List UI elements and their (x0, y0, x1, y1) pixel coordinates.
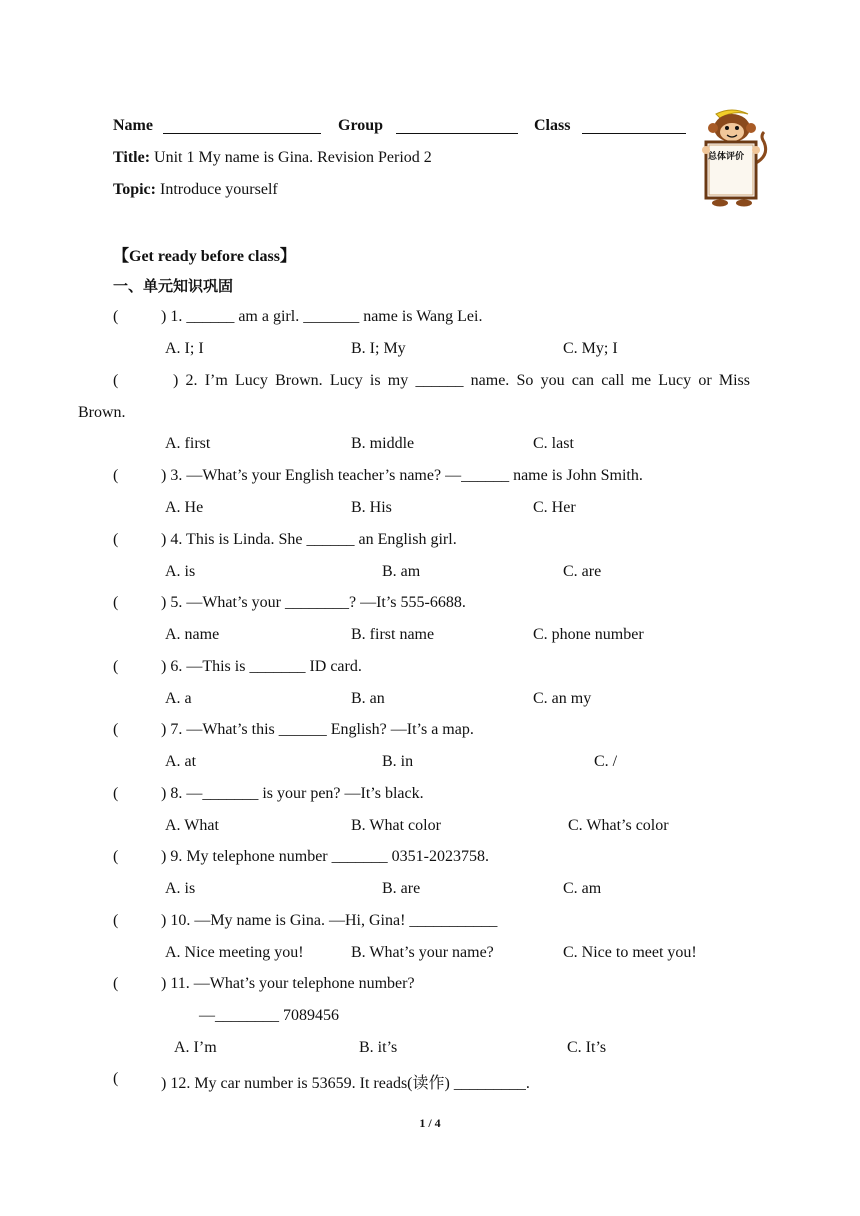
option-2a: A. first (165, 435, 211, 452)
option-2b: B. middle (351, 435, 415, 452)
option-6a: A. a (165, 690, 192, 707)
option-1a: A. I; I (165, 340, 204, 357)
question-12: ) 12. My car number is 53659. It reads(读作) _________. (161, 1075, 530, 1092)
option-9b: B. are (382, 880, 421, 897)
option-10b: B. What’s your name? (351, 944, 494, 961)
evaluation-badge-text: 总体评价 (708, 152, 745, 162)
option-5c: C. phone number (533, 626, 644, 643)
option-4b: B. am (382, 563, 421, 580)
option-2c: C. last (533, 435, 574, 452)
question-4: ) 4. This is Linda. She ______ an English girl. (161, 531, 457, 548)
option-8b: B. What color (351, 817, 441, 834)
option-1c: C. My; I (563, 340, 618, 357)
option-11b: B. it’s (359, 1039, 398, 1056)
question-10: ) 10. —My name is Gina. —Hi, Gina! ___________ (161, 912, 498, 929)
option-4a: A. is (165, 563, 196, 580)
option-4c: C. are (563, 563, 602, 580)
question-9: ) 9. My telephone number _______ 0351-2023758. (161, 848, 489, 865)
section-subheading: 一、单元知识巩固 (113, 277, 234, 295)
question-8: ) 8. —_______ is your pen? —It’s black. (161, 785, 424, 802)
option-3b: B. His (351, 499, 392, 516)
option-9c: C. am (563, 880, 602, 897)
answer-paren[interactable]: ( (113, 531, 119, 548)
question-1: ) 1. ______ am a girl. _______ name is Wang Lei. (161, 308, 483, 325)
question-6: ) 6. —This is _______ ID card. (161, 658, 362, 675)
option-11c: C. It’s (567, 1039, 607, 1056)
name-field[interactable] (163, 117, 321, 134)
option-5a: A. name (165, 626, 220, 643)
option-1b: B. I; My (351, 340, 406, 357)
topic-value: Introduce yourself (159, 181, 278, 198)
answer-paren[interactable]: ( (113, 785, 119, 802)
option-8c: C. What’s color (568, 817, 669, 834)
class-label: Class (534, 117, 571, 134)
option-6b: B. an (351, 690, 385, 707)
question-2-continued: Brown. (78, 404, 126, 421)
option-3a: A. He (165, 499, 204, 516)
answer-paren[interactable]: ( (113, 372, 119, 389)
title-line (113, 149, 432, 167)
option-9a: A. is (165, 880, 196, 897)
question-2: ) 2. I’m Lucy Brown. Lucy is my ______ name. So you can call me Lucy or Miss (173, 372, 750, 389)
answer-paren[interactable]: ( (113, 975, 119, 992)
option-7a: A. at (165, 753, 197, 770)
option-10a: A. Nice meeting you! (165, 944, 304, 961)
option-10c: C. Nice to meet you! (563, 944, 697, 961)
class-field[interactable] (582, 117, 686, 134)
question-11: ) 11. —What’s your telephone number? (161, 975, 415, 992)
question-5: ) 5. —What’s your ________? —It’s 555-6688. (161, 594, 466, 611)
answer-paren[interactable]: ( (113, 721, 119, 738)
answer-paren[interactable]: ( (113, 912, 119, 929)
title-value: Unit 1 My name is Gina. Revision Period 2 (154, 149, 432, 166)
answer-paren[interactable]: ( (113, 467, 119, 484)
question-11-continued: —________ 7089456 (199, 1007, 339, 1024)
group-label: Group (338, 117, 384, 134)
option-8a: A. What (165, 817, 219, 834)
topic-label: Topic: (113, 181, 156, 198)
answer-paren[interactable]: ( (113, 658, 119, 675)
option-7b: B. in (382, 753, 414, 770)
answer-paren[interactable]: ( (113, 594, 119, 611)
answer-paren[interactable]: ( (113, 848, 119, 865)
option-3c: C. Her (533, 499, 576, 516)
topic-line (113, 181, 278, 199)
answer-paren[interactable]: ( (113, 308, 119, 325)
option-5b: B. first name (351, 626, 435, 643)
question-7: ) 7. —What’s this ______ English? —It’s a map. (161, 721, 474, 738)
question-3: ) 3. —What’s your English teacher’s name? —______ name is John Smith. (161, 467, 643, 484)
name-label: Name (113, 117, 153, 134)
page-number: 1 / 4 (419, 1116, 441, 1130)
section-heading: 【Get ready before class】 (113, 248, 296, 265)
group-field[interactable] (396, 117, 518, 134)
option-11a: A. I’m (174, 1039, 217, 1056)
answer-paren[interactable]: ( (113, 1070, 119, 1087)
title-label: Title: (113, 149, 151, 166)
option-6c: C. an my (533, 690, 592, 707)
option-7c: C. / (594, 753, 618, 770)
